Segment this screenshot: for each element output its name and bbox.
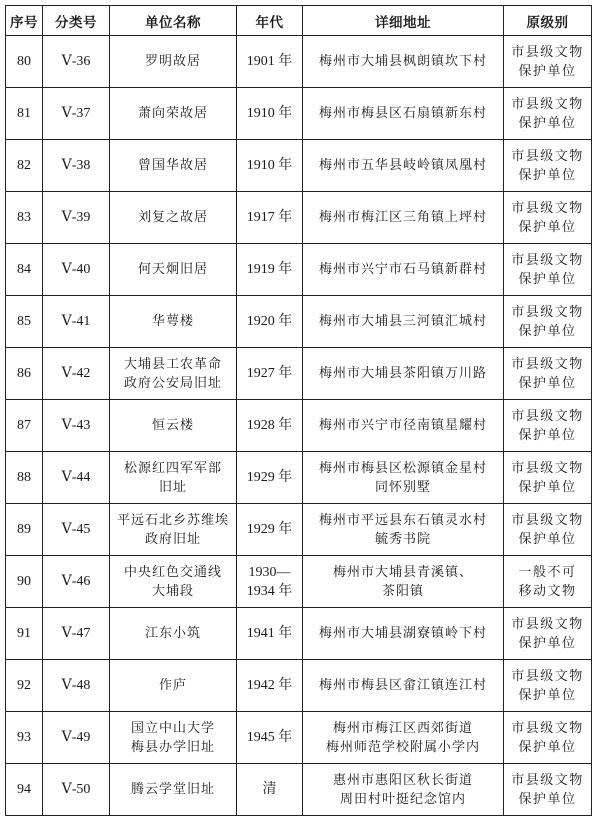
site-name-cell-text: 江东小筑 <box>144 626 201 641</box>
site-name-cell-text: 恒云楼 <box>151 418 194 433</box>
era-cell <box>237 296 303 348</box>
category-code-cell-text: Ⅴ-37 <box>61 106 91 121</box>
serial-number-cell <box>6 348 43 400</box>
original-level-cell-text: 市县级文物 保护单位 <box>511 148 584 183</box>
category-code-cell-text: Ⅴ-49 <box>61 730 91 745</box>
original-level-cell <box>504 556 592 608</box>
category-code-cell-text: Ⅴ-45 <box>61 522 91 537</box>
serial-number-cell-text: 80 <box>17 54 31 69</box>
table-row <box>6 400 592 452</box>
category-code-cell-text: Ⅴ-41 <box>61 314 91 329</box>
header-era: 年代 <box>237 6 303 36</box>
original-level-cell <box>504 36 592 88</box>
site-name-cell-text: 中央红色交通线 大埔段 <box>123 564 222 599</box>
header-serial-number: 序号 <box>6 6 43 36</box>
address-cell-text: 梅州市梅江区三角镇上坪村 <box>318 210 487 225</box>
address-cell-text: 梅州市平远县东石镇灵水村 毓秀书院 <box>318 512 487 547</box>
category-code-cell <box>43 660 110 712</box>
site-name-cell <box>110 140 237 192</box>
era-cell-text: 1945 年 <box>246 730 293 745</box>
address-cell-text: 梅州市大埔县湖寮镇岭下村 <box>318 626 487 641</box>
address-cell-text: 梅州市五华县岐岭镇凤凰村 <box>318 158 487 173</box>
table-row <box>6 608 592 660</box>
era-cell-text: 1919 年 <box>246 262 293 277</box>
era-cell <box>237 608 303 660</box>
serial-number-cell <box>6 660 43 712</box>
category-code-cell-text: Ⅴ-50 <box>61 782 91 797</box>
era-cell-text: 1901 年 <box>246 54 293 69</box>
site-name-cell <box>110 192 237 244</box>
original-level-cell <box>504 660 592 712</box>
original-level-cell <box>504 140 592 192</box>
original-level-cell-text: 市县级文物 保护单位 <box>511 668 584 703</box>
address-cell <box>303 192 504 244</box>
table-row <box>6 296 592 348</box>
original-level-cell <box>504 712 592 764</box>
original-level-cell <box>504 88 592 140</box>
category-code-cell <box>43 88 110 140</box>
era-cell-text: 1941 年 <box>246 626 293 641</box>
address-cell <box>303 712 504 764</box>
era-cell <box>237 88 303 140</box>
site-name-cell-text: 大埔县工农革命 政府公安局旧址 <box>123 356 222 391</box>
header-original-level: 原级别 <box>504 6 592 36</box>
address-cell-text: 梅州市梅县区松源镇金星村 同怀别墅 <box>318 460 487 495</box>
address-cell <box>303 296 504 348</box>
era-cell <box>237 400 303 452</box>
category-code-cell <box>43 244 110 296</box>
header-address: 详细地址 <box>303 6 504 36</box>
original-level-cell <box>504 348 592 400</box>
address-cell-text: 梅州市兴宁市石马镇新群村 <box>318 262 487 277</box>
table-row <box>6 660 592 712</box>
era-cell-text: 1929 年 <box>246 470 293 485</box>
address-cell-text: 梅州市大埔县枫朗镇坎下村 <box>318 54 487 69</box>
address-cell <box>303 140 504 192</box>
original-level-cell <box>504 400 592 452</box>
category-code-cell <box>43 192 110 244</box>
address-cell <box>303 556 504 608</box>
address-cell-text: 梅州市大埔县三河镇汇城村 <box>318 314 487 329</box>
site-name-cell <box>110 712 237 764</box>
era-cell-text: 1930— 1934 年 <box>246 564 293 599</box>
table-row <box>6 504 592 556</box>
era-cell <box>237 348 303 400</box>
site-name-cell-text: 罗明故居 <box>144 54 201 69</box>
category-code-cell <box>43 556 110 608</box>
serial-number-cell-text: 84 <box>17 262 31 277</box>
original-level-cell-text: 市县级文物 保护单位 <box>511 512 584 547</box>
category-code-cell-text: Ⅴ-47 <box>61 626 91 641</box>
address-cell-text: 梅州市梅江区西郊街道 梅州师范学校附属小学内 <box>325 720 480 755</box>
serial-number-cell-text: 93 <box>17 730 31 745</box>
era-cell <box>237 452 303 504</box>
category-code-cell-text: Ⅴ-43 <box>61 418 91 433</box>
address-cell <box>303 504 504 556</box>
category-code-cell <box>43 348 110 400</box>
heritage-sites-table <box>5 5 592 816</box>
table-row <box>6 192 592 244</box>
site-name-cell <box>110 88 237 140</box>
table-row <box>6 452 592 504</box>
site-name-cell <box>110 764 237 816</box>
original-level-cell <box>504 608 592 660</box>
site-name-cell-text: 平远石北乡苏维埃 政府旧址 <box>116 512 229 547</box>
original-level-cell-text: 市县级文物 保护单位 <box>511 252 584 287</box>
header-category-code: 分类号 <box>43 6 110 36</box>
table-row <box>6 88 592 140</box>
serial-number-cell-text: 86 <box>17 366 31 381</box>
original-level-cell <box>504 764 592 816</box>
era-cell <box>237 660 303 712</box>
original-level-cell-text: 市县级文物 保护单位 <box>511 616 584 651</box>
original-level-cell-text: 一般不可 移动文物 <box>518 564 577 599</box>
serial-number-cell-text: 92 <box>17 678 31 693</box>
address-cell <box>303 348 504 400</box>
serial-number-cell-text: 89 <box>17 522 31 537</box>
era-cell <box>237 192 303 244</box>
era-cell <box>237 712 303 764</box>
address-cell-text: 梅州市梅县区畲江镇连江村 <box>318 678 487 693</box>
serial-number-cell <box>6 140 43 192</box>
era-cell-text: 1910 年 <box>246 158 293 173</box>
category-code-cell <box>43 140 110 192</box>
era-cell <box>237 764 303 816</box>
address-cell <box>303 660 504 712</box>
site-name-cell-text: 何天炯旧居 <box>137 262 208 277</box>
site-name-cell <box>110 296 237 348</box>
original-level-cell <box>504 296 592 348</box>
header-site-name: 单位名称 <box>110 6 237 36</box>
site-name-cell-text: 华萼楼 <box>151 314 194 329</box>
serial-number-cell <box>6 192 43 244</box>
address-cell <box>303 452 504 504</box>
serial-number-cell <box>6 244 43 296</box>
category-code-cell <box>43 504 110 556</box>
address-cell-text: 梅州市兴宁市径南镇星耀村 <box>318 418 487 433</box>
site-name-cell <box>110 452 237 504</box>
era-cell <box>237 244 303 296</box>
serial-number-cell <box>6 36 43 88</box>
site-name-cell-text: 曾国华故居 <box>137 158 208 173</box>
original-level-cell-text: 市县级文物 保护单位 <box>511 460 584 495</box>
site-name-cell <box>110 244 237 296</box>
category-code-cell <box>43 400 110 452</box>
era-cell-text: 1920 年 <box>246 314 293 329</box>
original-level-cell-text: 市县级文物 保护单位 <box>511 304 584 339</box>
original-level-cell-text: 市县级文物 保护单位 <box>511 96 584 131</box>
era-cell-text: 1910 年 <box>246 106 293 121</box>
serial-number-cell-text: 82 <box>17 158 31 173</box>
serial-number-cell <box>6 296 43 348</box>
serial-number-cell-text: 88 <box>17 470 31 485</box>
address-cell-text: 梅州市梅县区石扇镇新东村 <box>318 106 487 121</box>
site-name-cell <box>110 36 237 88</box>
address-cell <box>303 608 504 660</box>
serial-number-cell-text: 85 <box>17 314 31 329</box>
original-level-cell <box>504 452 592 504</box>
category-code-cell-text: Ⅴ-38 <box>61 158 91 173</box>
category-code-cell <box>43 36 110 88</box>
serial-number-cell <box>6 452 43 504</box>
serial-number-cell-text: 90 <box>17 574 31 589</box>
serial-number-cell-text: 81 <box>17 106 31 121</box>
serial-number-cell-text: 94 <box>17 782 31 797</box>
site-name-cell-text: 刘复之故居 <box>137 210 208 225</box>
site-name-cell <box>110 556 237 608</box>
era-cell-text: 1942 年 <box>246 678 293 693</box>
table-row <box>6 244 592 296</box>
address-cell <box>303 400 504 452</box>
category-code-cell-text: Ⅴ-44 <box>61 470 91 485</box>
table-row <box>6 556 592 608</box>
era-cell <box>237 36 303 88</box>
site-name-cell-text: 萧向荣故居 <box>137 106 208 121</box>
table-body <box>6 36 592 816</box>
serial-number-cell <box>6 608 43 660</box>
original-level-cell-text: 市县级文物 保护单位 <box>511 44 584 79</box>
era-cell <box>237 504 303 556</box>
original-level-cell-text: 市县级文物 保护单位 <box>511 720 584 755</box>
serial-number-cell <box>6 712 43 764</box>
table-row <box>6 764 592 816</box>
address-cell <box>303 764 504 816</box>
category-code-cell-text: Ⅴ-42 <box>61 366 91 381</box>
table-row <box>6 36 592 88</box>
original-level-cell <box>504 244 592 296</box>
category-code-cell-text: Ⅴ-46 <box>61 574 91 589</box>
serial-number-cell <box>6 556 43 608</box>
site-name-cell-text: 国立中山大学 梅县办学旧址 <box>130 720 215 755</box>
original-level-cell-text: 市县级文物 保护单位 <box>511 772 584 807</box>
era-cell <box>237 140 303 192</box>
original-level-cell-text: 市县级文物 保护单位 <box>511 408 584 443</box>
era-cell-text: 1917 年 <box>246 210 293 225</box>
category-code-cell <box>43 712 110 764</box>
era-cell-text: 1927 年 <box>246 366 293 381</box>
category-code-cell-text: Ⅴ-40 <box>61 262 91 277</box>
serial-number-cell <box>6 400 43 452</box>
table-row <box>6 140 592 192</box>
category-code-cell-text: Ⅴ-39 <box>61 210 91 225</box>
era-cell-text: 清 <box>262 782 277 797</box>
category-code-cell <box>43 764 110 816</box>
serial-number-cell <box>6 88 43 140</box>
serial-number-cell-text: 87 <box>17 418 31 433</box>
era-cell-text: 1929 年 <box>246 522 293 537</box>
site-name-cell <box>110 608 237 660</box>
category-code-cell <box>43 608 110 660</box>
site-name-cell <box>110 660 237 712</box>
category-code-cell-text: Ⅴ-36 <box>61 54 91 69</box>
original-level-cell <box>504 192 592 244</box>
serial-number-cell <box>6 504 43 556</box>
original-level-cell-text: 市县级文物 保护单位 <box>511 200 584 235</box>
heritage-table-page <box>5 5 592 816</box>
address-cell-text: 惠州市惠阳区秋长街道 周田村叶挺纪念馆内 <box>332 772 473 807</box>
original-level-cell <box>504 504 592 556</box>
site-name-cell-text: 腾云学堂旧址 <box>130 782 215 797</box>
category-code-cell-text: Ⅴ-48 <box>61 678 91 693</box>
serial-number-cell-text: 83 <box>17 210 31 225</box>
table-row <box>6 348 592 400</box>
serial-number-cell-text: 91 <box>17 626 31 641</box>
category-code-cell <box>43 296 110 348</box>
era-cell <box>237 556 303 608</box>
address-cell-text: 梅州市大埔县茶阳镇万川路 <box>318 366 487 381</box>
era-cell-text: 1928 年 <box>246 418 293 433</box>
serial-number-cell <box>6 764 43 816</box>
table-header-row <box>6 6 592 36</box>
address-cell-text: 梅州市大埔县青溪镇、 茶阳镇 <box>332 564 473 599</box>
site-name-cell <box>110 504 237 556</box>
address-cell <box>303 88 504 140</box>
table-row <box>6 712 592 764</box>
original-level-cell-text: 市县级文物 保护单位 <box>511 356 584 391</box>
site-name-cell-text: 松源红四军军部 旧址 <box>123 460 222 495</box>
address-cell <box>303 36 504 88</box>
site-name-cell <box>110 348 237 400</box>
address-cell <box>303 244 504 296</box>
site-name-cell-text: 作庐 <box>158 678 187 693</box>
site-name-cell <box>110 400 237 452</box>
category-code-cell <box>43 452 110 504</box>
